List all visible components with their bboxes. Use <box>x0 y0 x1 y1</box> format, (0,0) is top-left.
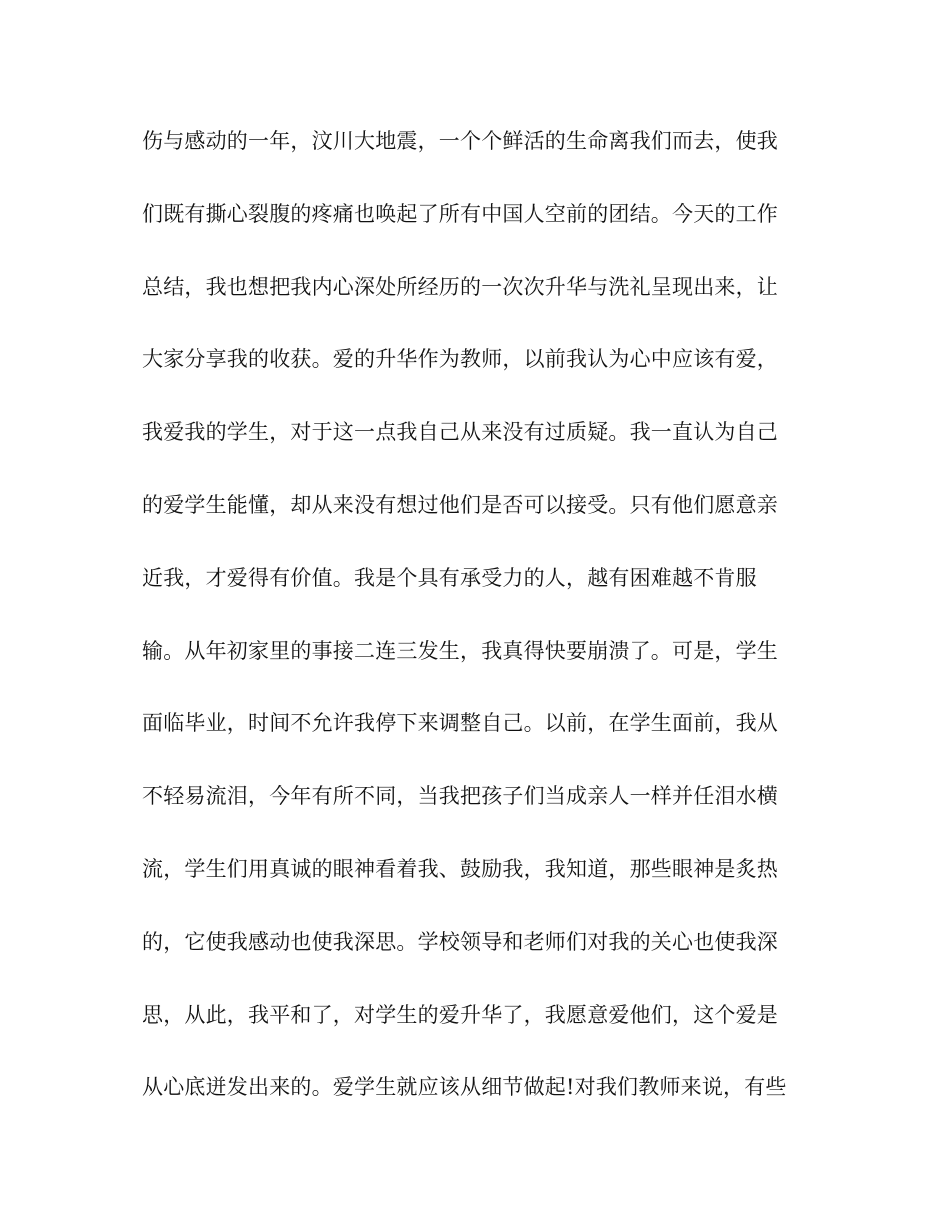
body-text <box>142 121 822 1140</box>
text-line: 我爱我的学生，对于这一点我自己从来没有过质疑。我一直认为自己 <box>142 420 778 445</box>
text-line: 从心底迸发出来的。爱学生就应该从细节做起!对我们教师来说，有些 <box>142 1075 787 1100</box>
text-line: 们既有撕心裂腹的疼痛也唤起了所有中国人空前的团结。今天的工作 <box>142 201 778 226</box>
text-line: 输。从年初家里的事接二连三发生，我真得快要崩溃了。可是，学生 <box>142 638 778 663</box>
text-line: 伤与感动的一年，汶川大地震，一个个鲜活的生命离我们而去，使我 <box>142 129 778 153</box>
text-line: 总结，我也想把我内心深处所经历的一次次升华与洗礼呈现出来，让 <box>142 274 778 299</box>
text-line: 思，从此，我平和了，对学生的爱升华了，我愿意爱他们，这个爱是 <box>142 1002 778 1027</box>
text-line: 流，学生们用真诚的眼神看着我、鼓励我，我知道，那些眼神是炙热 <box>142 856 778 881</box>
text-line: 面临毕业，时间不允许我停下来调整自己。以前，在学生面前，我从 <box>142 711 778 736</box>
text-line: 的爱学生能懂，却从来没有想过他们是否可以接受。只有他们愿意亲 <box>142 492 778 517</box>
text-line: 不轻易流泪，今年有所不同，当我把孩子们当成亲人一样并任泪水横 <box>142 784 778 809</box>
text-line: 大家分享我的收获。爱的升华作为教师，以前我认为心中应该有爱， <box>142 347 778 372</box>
text-line: 近我，才爱得有价值。我是个具有承受力的人，越有困难越不肯服 <box>142 565 757 590</box>
text-line: 的，它使我感动也使我深思。学校领导和老师们对我的关心也使我深 <box>142 929 778 954</box>
